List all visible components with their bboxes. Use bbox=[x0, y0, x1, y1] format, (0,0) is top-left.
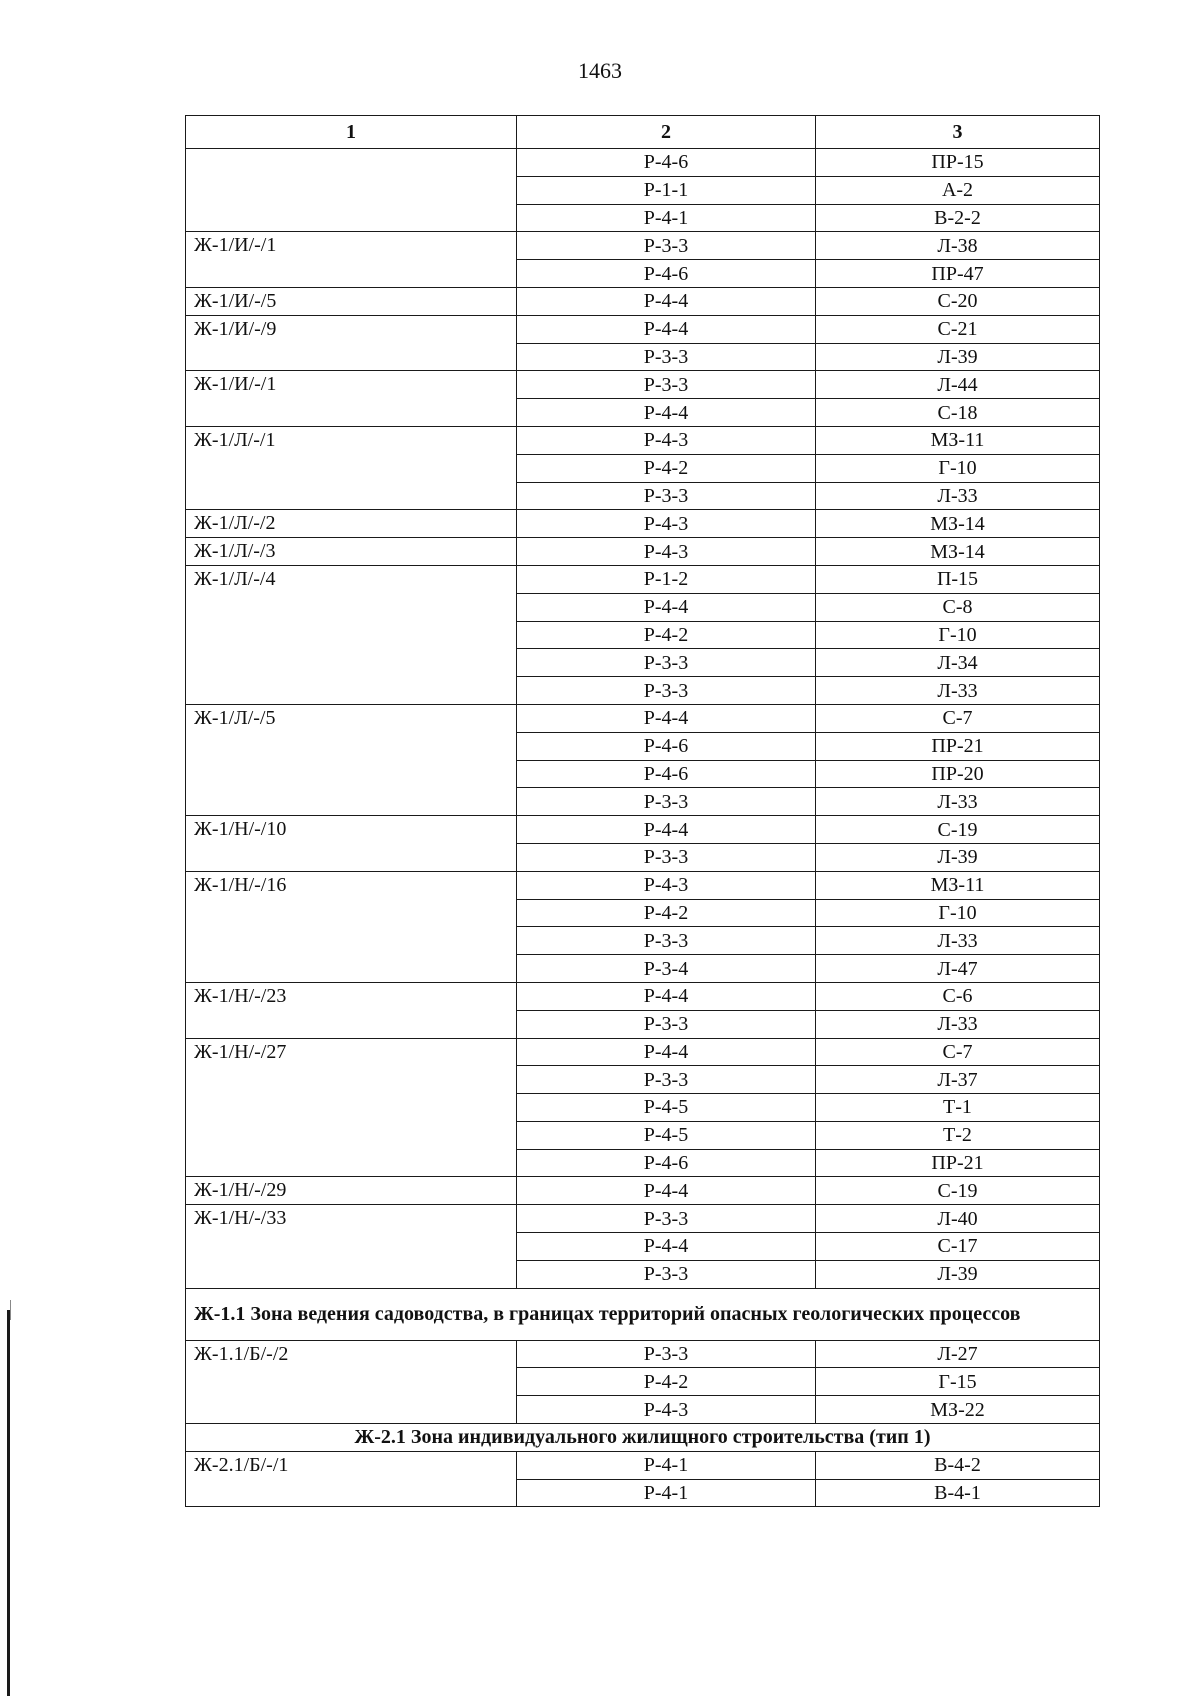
zone-code-cell: Ж-1/Л/-/2 bbox=[186, 510, 517, 538]
table-row bbox=[186, 1340, 1100, 1368]
regulation-code-cell: Р-4-6 bbox=[517, 260, 816, 288]
regulation-code-cell: Р-4-1 bbox=[517, 1479, 816, 1507]
object-code-cell: В-4-1 bbox=[816, 1479, 1100, 1507]
regulation-code-cell: Р-4-6 bbox=[517, 760, 816, 788]
regulation-code-cell: Р-4-4 bbox=[517, 704, 816, 732]
zone-code-cell bbox=[186, 149, 517, 232]
regulation-code-cell: Р-4-4 bbox=[517, 816, 816, 844]
regulation-code-cell: Р-3-4 bbox=[517, 955, 816, 983]
table-row bbox=[186, 232, 1100, 260]
object-code-cell: С-19 bbox=[816, 816, 1100, 844]
object-code-cell: С-6 bbox=[816, 982, 1100, 1010]
object-code-cell: Л-39 bbox=[816, 843, 1100, 871]
object-code-cell: С-19 bbox=[816, 1177, 1100, 1205]
zone-code-cell: Ж-1/Н/-/23 bbox=[186, 982, 517, 1038]
object-code-cell: С-7 bbox=[816, 704, 1100, 732]
table-row bbox=[186, 1205, 1100, 1233]
regulation-code-cell: Р-1-2 bbox=[517, 565, 816, 593]
zone-code-cell: Ж-1/Н/-/10 bbox=[186, 816, 517, 872]
regulation-code-cell: Р-3-3 bbox=[517, 927, 816, 955]
regulation-code-cell: Р-4-2 bbox=[517, 899, 816, 927]
regulation-code-cell: Р-4-6 bbox=[517, 732, 816, 760]
regulation-code-cell: Р-3-3 bbox=[517, 343, 816, 371]
table-row bbox=[186, 510, 1100, 538]
zone-code-cell: Ж-1/Н/-/33 bbox=[186, 1205, 517, 1288]
table-row bbox=[186, 704, 1100, 732]
regulation-code-cell: Р-4-3 bbox=[517, 538, 816, 566]
regulation-code-cell: Р-4-3 bbox=[517, 510, 816, 538]
regulation-code-cell: Р-4-4 bbox=[517, 982, 816, 1010]
object-code-cell: Л-33 bbox=[816, 677, 1100, 705]
regulation-code-cell: Р-3-3 bbox=[517, 1260, 816, 1288]
object-code-cell: П-15 bbox=[816, 565, 1100, 593]
section-heading: Ж-1.1 Зона ведения садоводства, в границах территорий опасных геологических процессов bbox=[186, 1288, 1100, 1340]
regulation-code-cell: Р-3-3 bbox=[517, 371, 816, 399]
section-row bbox=[186, 1424, 1100, 1452]
object-code-cell: МЗ-11 bbox=[816, 426, 1100, 454]
object-code-cell: Л-33 bbox=[816, 482, 1100, 510]
object-code-cell: Г-10 bbox=[816, 899, 1100, 927]
object-code-cell: ПР-15 bbox=[816, 149, 1100, 177]
section-heading: Ж-2.1 Зона индивидуального жилищного строительства (тип 1) bbox=[186, 1424, 1100, 1452]
regulation-code-cell: Р-4-3 bbox=[517, 426, 816, 454]
regulation-code-cell: Р-4-4 bbox=[517, 593, 816, 621]
table-row bbox=[186, 871, 1100, 899]
regulation-code-cell: Р-4-5 bbox=[517, 1094, 816, 1122]
scan-edge-mark bbox=[7, 1310, 10, 1696]
table-row bbox=[186, 371, 1100, 399]
zone-code-cell: Ж-1/И/-/1 bbox=[186, 371, 517, 427]
table-row bbox=[186, 1451, 1100, 1479]
regulation-code-cell: Р-4-1 bbox=[517, 1451, 816, 1479]
zone-code-cell: Ж-1/Н/-/16 bbox=[186, 871, 517, 982]
zone-code-cell: Ж-1/Л/-/3 bbox=[186, 538, 517, 566]
object-code-cell: Т-1 bbox=[816, 1094, 1100, 1122]
zone-code-cell: Ж-1/И/-/9 bbox=[186, 315, 517, 371]
object-code-cell: Л-33 bbox=[816, 1010, 1100, 1038]
object-code-cell: С-7 bbox=[816, 1038, 1100, 1066]
object-code-cell: Т-2 bbox=[816, 1121, 1100, 1149]
table-row bbox=[186, 982, 1100, 1010]
regulation-code-cell: Р-3-3 bbox=[517, 1010, 816, 1038]
regulation-code-cell: Р-4-4 bbox=[517, 1233, 816, 1261]
object-code-cell: Л-27 bbox=[816, 1340, 1100, 1368]
object-code-cell: ПР-20 bbox=[816, 760, 1100, 788]
object-code-cell: С-17 bbox=[816, 1233, 1100, 1261]
object-code-cell: Л-38 bbox=[816, 232, 1100, 260]
table-row bbox=[186, 287, 1100, 315]
regulation-code-cell: Р-3-3 bbox=[517, 843, 816, 871]
regulation-code-cell: Р-3-3 bbox=[517, 232, 816, 260]
object-code-cell: С-8 bbox=[816, 593, 1100, 621]
object-code-cell: Л-39 bbox=[816, 343, 1100, 371]
table-row bbox=[186, 149, 1100, 177]
object-code-cell: Л-39 bbox=[816, 1260, 1100, 1288]
regulation-code-cell: Р-3-3 bbox=[517, 677, 816, 705]
object-code-cell: Л-34 bbox=[816, 649, 1100, 677]
zone-code-cell: Ж-1/Л/-/1 bbox=[186, 426, 517, 509]
regulation-code-cell: Р-4-4 bbox=[517, 287, 816, 315]
table-row bbox=[186, 538, 1100, 566]
zone-table bbox=[185, 115, 1100, 1507]
table-row bbox=[186, 565, 1100, 593]
object-code-cell: Г-10 bbox=[816, 454, 1100, 482]
object-code-cell: Л-37 bbox=[816, 1066, 1100, 1094]
page-number: 1463 bbox=[578, 58, 622, 83]
object-code-cell: МЗ-14 bbox=[816, 510, 1100, 538]
regulation-code-cell: Р-4-3 bbox=[517, 871, 816, 899]
object-code-cell: Г-10 bbox=[816, 621, 1100, 649]
regulation-code-cell: Р-4-4 bbox=[517, 1038, 816, 1066]
regulation-code-cell: Р-3-3 bbox=[517, 482, 816, 510]
object-code-cell: В-2-2 bbox=[816, 204, 1100, 232]
object-code-cell: Л-44 bbox=[816, 371, 1100, 399]
regulation-code-cell: Р-3-3 bbox=[517, 1066, 816, 1094]
regulation-code-cell: Р-4-1 bbox=[517, 204, 816, 232]
object-code-cell: В-4-2 bbox=[816, 1451, 1100, 1479]
regulation-code-cell: Р-3-3 bbox=[517, 788, 816, 816]
section-row bbox=[186, 1288, 1100, 1340]
regulation-code-cell: Р-4-4 bbox=[517, 1177, 816, 1205]
column-header-1: 1 bbox=[186, 116, 517, 149]
object-code-cell: ПР-21 bbox=[816, 1149, 1100, 1177]
object-code-cell: А-2 bbox=[816, 176, 1100, 204]
object-code-cell: Л-40 bbox=[816, 1205, 1100, 1233]
regulation-code-cell: Р-4-2 bbox=[517, 1368, 816, 1396]
object-code-cell: С-21 bbox=[816, 315, 1100, 343]
object-code-cell: МЗ-11 bbox=[816, 871, 1100, 899]
table-row bbox=[186, 1177, 1100, 1205]
zone-code-cell: Ж-1.1/Б/-/2 bbox=[186, 1340, 517, 1423]
scan-edge-tick bbox=[10, 1300, 11, 1320]
zone-code-cell: Ж-1/И/-/5 bbox=[186, 287, 517, 315]
regulation-code-cell: Р-4-4 bbox=[517, 315, 816, 343]
table-row bbox=[186, 816, 1100, 844]
regulation-code-cell: Р-4-6 bbox=[517, 149, 816, 177]
object-code-cell: Л-33 bbox=[816, 927, 1100, 955]
object-code-cell: Л-33 bbox=[816, 788, 1100, 816]
object-code-cell: ПР-47 bbox=[816, 260, 1100, 288]
object-code-cell: С-18 bbox=[816, 399, 1100, 427]
table-header-row bbox=[186, 116, 1100, 149]
object-code-cell: С-20 bbox=[816, 287, 1100, 315]
zone-code-cell: Ж-2.1/Б/-/1 bbox=[186, 1451, 517, 1507]
zone-code-cell: Ж-1/И/-/1 bbox=[186, 232, 517, 288]
object-code-cell: Г-15 bbox=[816, 1368, 1100, 1396]
table-body bbox=[186, 149, 1100, 1507]
zone-code-cell: Ж-1/Н/-/29 bbox=[186, 1177, 517, 1205]
object-code-cell: МЗ-22 bbox=[816, 1396, 1100, 1424]
column-header-2: 2 bbox=[517, 116, 816, 149]
object-code-cell: МЗ-14 bbox=[816, 538, 1100, 566]
column-header-3: 3 bbox=[816, 116, 1100, 149]
regulation-code-cell: Р-4-5 bbox=[517, 1121, 816, 1149]
zone-code-cell: Ж-1/Н/-/27 bbox=[186, 1038, 517, 1177]
regulation-code-cell: Р-4-3 bbox=[517, 1396, 816, 1424]
object-code-cell: ПР-21 bbox=[816, 732, 1100, 760]
table-row bbox=[186, 426, 1100, 454]
regulation-code-cell: Р-3-3 bbox=[517, 1205, 816, 1233]
regulation-code-cell: Р-3-3 bbox=[517, 649, 816, 677]
regulation-code-cell: Р-4-2 bbox=[517, 621, 816, 649]
regulation-code-cell: Р-4-2 bbox=[517, 454, 816, 482]
zone-code-cell: Ж-1/Л/-/5 bbox=[186, 704, 517, 815]
regulation-code-cell: Р-1-1 bbox=[517, 176, 816, 204]
zone-code-cell: Ж-1/Л/-/4 bbox=[186, 565, 517, 704]
table-row bbox=[186, 1038, 1100, 1066]
regulation-code-cell: Р-4-4 bbox=[517, 399, 816, 427]
regulation-code-cell: Р-3-3 bbox=[517, 1340, 816, 1368]
regulation-code-cell: Р-4-6 bbox=[517, 1149, 816, 1177]
object-code-cell: Л-47 bbox=[816, 955, 1100, 983]
table-row bbox=[186, 315, 1100, 343]
